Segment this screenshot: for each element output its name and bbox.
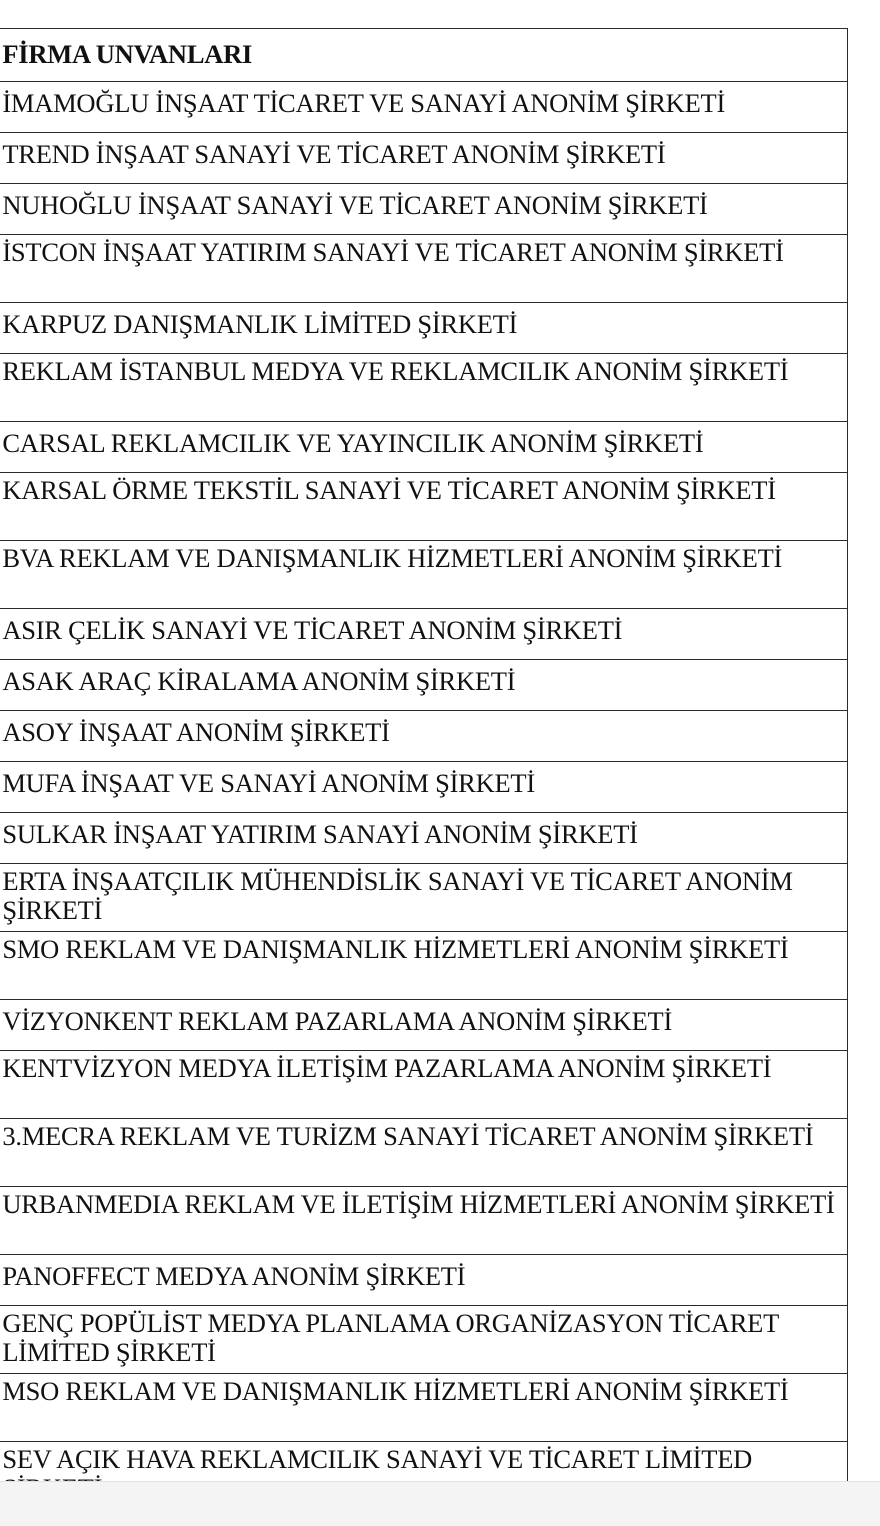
- table-row: [0, 864, 848, 932]
- firm-name-cell: PANOFFECT MEDYA ANONİM ŞİRKETİ: [0, 1255, 848, 1306]
- table-row: [0, 1000, 848, 1051]
- firm-name-cell: GENÇ POPÜLİST MEDYA PLANLAMA ORGANİZASYON TİCARET LİMİTED ŞİRKETİ: [0, 1306, 848, 1374]
- table-row: [0, 235, 848, 303]
- table-row: [0, 541, 848, 609]
- bottom-bar: [0, 1481, 880, 1526]
- table-row: [0, 473, 848, 541]
- firm-name-cell: İSTCON İNŞAAT YATIRIM SANAYİ VE TİCARET ANONİM ŞİRKETİ: [0, 235, 848, 303]
- firm-names-table: [0, 28, 848, 1511]
- table-row: [0, 1051, 848, 1119]
- table-row: [0, 133, 848, 184]
- firm-name-cell: ASOY İNŞAAT ANONİM ŞİRKETİ: [0, 711, 848, 762]
- table-row: [0, 813, 848, 864]
- table-row: [0, 303, 848, 354]
- firm-name-cell: 3.MECRA REKLAM VE TURİZM SANAYİ TİCARET ANONİM ŞİRKETİ: [0, 1119, 848, 1187]
- firm-name-cell: KENTVİZYON MEDYA İLETİŞİM PAZARLAMA ANONİM ŞİRKETİ: [0, 1051, 848, 1119]
- firm-name-cell: NUHOĞLU İNŞAAT SANAYİ VE TİCARET ANONİM ŞİRKETİ: [0, 184, 848, 235]
- firm-name-cell: SULKAR İNŞAAT YATIRIM SANAYİ ANONİM ŞİRKETİ: [0, 813, 848, 864]
- firm-name-cell: REKLAM İSTANBUL MEDYA VE REKLAMCILIK ANONİM ŞİRKETİ: [0, 354, 848, 422]
- table-row: [0, 711, 848, 762]
- table-row: [0, 1119, 848, 1187]
- table-row: [0, 184, 848, 235]
- firm-name-cell: ASAK ARAÇ KİRALAMA ANONİM ŞİRKETİ: [0, 660, 848, 711]
- firm-name-cell: CARSAL REKLAMCILIK VE YAYINCILIK ANONİM ŞİRKETİ: [0, 422, 848, 473]
- firm-name-cell: KARPUZ DANIŞMANLIK LİMİTED ŞİRKETİ: [0, 303, 848, 354]
- table-row: [0, 82, 848, 133]
- table-row: [0, 354, 848, 422]
- firm-name-cell: TREND İNŞAAT SANAYİ VE TİCARET ANONİM ŞİRKETİ: [0, 133, 848, 184]
- table-row: [0, 422, 848, 473]
- table-header-row: [0, 29, 848, 82]
- table-row: [0, 609, 848, 660]
- table-row: [0, 1255, 848, 1306]
- firm-name-cell: SMO REKLAM VE DANIŞMANLIK HİZMETLERİ ANONİM ŞİRKETİ: [0, 932, 848, 1000]
- table-row: [0, 762, 848, 813]
- firm-name-cell: ERTA İNŞAATÇILIK MÜHENDİSLİK SANAYİ VE TİCARET ANONİM ŞİRKETİ: [0, 864, 848, 932]
- firm-name-cell: ASIR ÇELİK SANAYİ VE TİCARET ANONİM ŞİRKETİ: [0, 609, 848, 660]
- firm-name-cell: URBANMEDIA REKLAM VE İLETİŞİM HİZMETLERİ ANONİM ŞİRKETİ: [0, 1187, 848, 1255]
- table-row: [0, 932, 848, 1000]
- column-header: FİRMA UNVANLARI: [0, 29, 848, 82]
- table-row: [0, 1187, 848, 1255]
- firm-name-cell: SEV AÇIK HAVA REKLAMCILIK SANAYİ VE TİCARET LİMİTED: [0, 1442, 848, 1511]
- firm-name-cell: VİZYONKENT REKLAM PAZARLAMA ANONİM ŞİRKETİ: [0, 1000, 848, 1051]
- firm-name-cell: BVA REKLAM VE DANIŞMANLIK HİZMETLERİ ANONİM ŞİRKETİ: [0, 541, 848, 609]
- table-row: [0, 1306, 848, 1374]
- table-row: [0, 660, 848, 711]
- firm-name-cell: MUFA İNŞAAT VE SANAYİ ANONİM ŞİRKETİ: [0, 762, 848, 813]
- firm-name-cell: İMAMOĞLU İNŞAAT TİCARET VE SANAYİ ANONİM ŞİRKETİ: [0, 82, 848, 133]
- firm-name-cell: MSO REKLAM VE DANIŞMANLIK HİZMETLERİ ANONİM ŞİRKETİ: [0, 1374, 848, 1442]
- firm-name-cell: KARSAL ÖRME TEKSTİL SANAYİ VE TİCARET ANONİM ŞİRKETİ: [0, 473, 848, 541]
- table-row: [0, 1374, 848, 1442]
